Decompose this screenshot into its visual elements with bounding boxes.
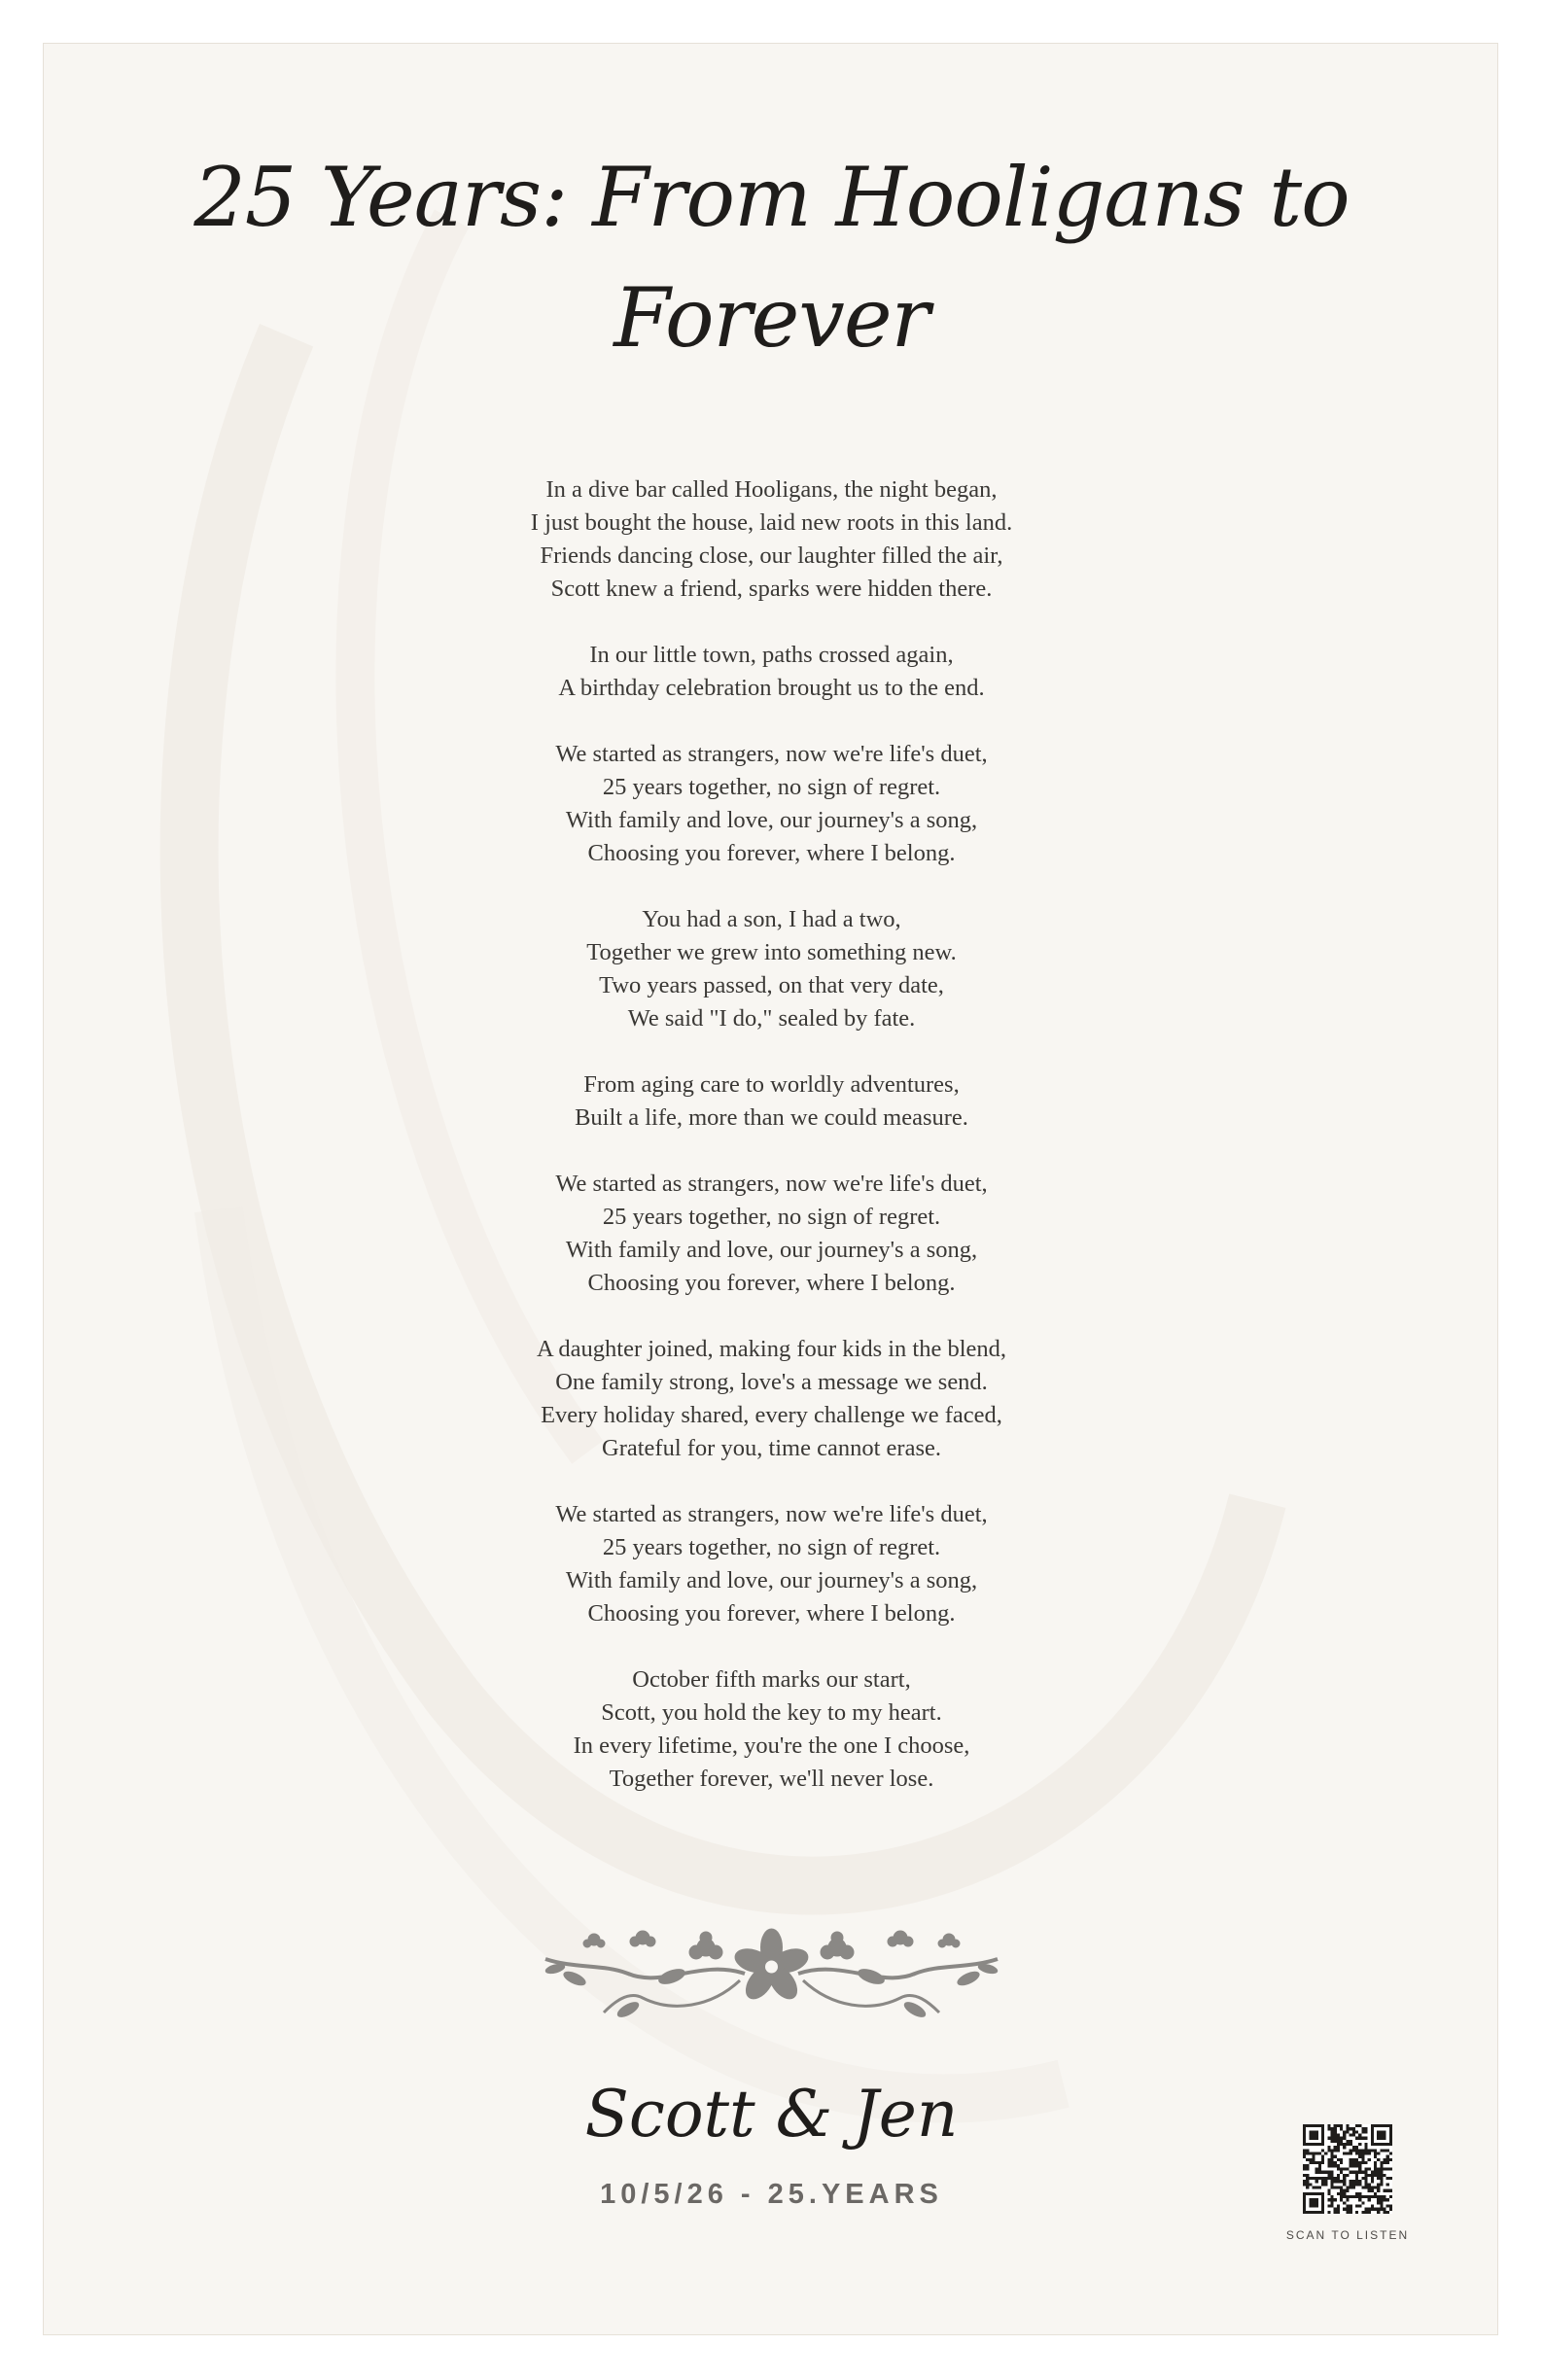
poem-line: Together forever, we'll never lose.: [609, 1766, 934, 1792]
poem-lyrics: [335, 473, 1208, 1829]
qr-code-icon[interactable]: [1303, 2124, 1392, 2214]
poem-line: Built a life, more than we could measure.: [575, 1104, 968, 1131]
poster-page: [43, 43, 1498, 2335]
poem-line: Scott, you hold the key to my heart.: [601, 1699, 942, 1726]
poem-line: In our little town, paths crossed again,: [589, 642, 954, 668]
poem-line: One family strong, love's a message we send.: [555, 1369, 988, 1395]
poem-line: With family and love, our journey's a song,: [565, 1237, 978, 1263]
poem-line: In a dive bar called Hooligans, the night began,: [545, 476, 998, 503]
poem-line: Together we grew into something new.: [586, 939, 957, 965]
stanza: [335, 1333, 1208, 1465]
poem-line: Two years passed, on that very date,: [599, 972, 944, 998]
poem-line: Grateful for you, time cannot erase.: [602, 1435, 941, 1461]
stanza: [335, 1168, 1208, 1300]
stanza: [335, 473, 1208, 606]
poem-line: A daughter joined, making four kids in the blend,: [536, 1336, 1007, 1362]
poem-line: Every holiday shared, every challenge we faced,: [541, 1402, 1002, 1428]
stanza: [335, 1068, 1208, 1135]
anniversary-date: 10/5/26 - 25.YEARS: [600, 2179, 943, 2210]
stanza: [335, 1663, 1208, 1796]
stanza: [335, 903, 1208, 1035]
poem-line: From aging care to worldly adventures,: [583, 1071, 960, 1098]
poem-line: Choosing you forever, where I belong.: [587, 1600, 956, 1627]
poem-line: Choosing you forever, where I belong.: [587, 840, 956, 866]
poem-line: You had a son, I had a two,: [642, 906, 901, 932]
poem-line: We started as strangers, now we're life's duet,: [555, 1501, 988, 1527]
poem-line: 25 years together, no sign of regret.: [602, 1534, 941, 1560]
poem-line: Scott knew a friend, sparks were hidden there.: [550, 576, 993, 602]
poem-line: A birthday celebration brought us to the end.: [558, 675, 985, 701]
poem-line: October fifth marks our start,: [632, 1666, 911, 1693]
poem-line: Choosing you forever, where I belong.: [587, 1270, 956, 1296]
poem-line: I just bought the house, laid new roots in this land.: [530, 509, 1013, 536]
poem-line: We started as strangers, now we're life's duet,: [555, 1171, 988, 1197]
poem-line: We said "I do," sealed by fate.: [627, 1005, 916, 1032]
poem-line: We started as strangers, now we're life's duet,: [555, 741, 988, 767]
poem-line: Friends dancing close, our laughter filled the air,: [540, 542, 1003, 569]
scan-to-listen-label: SCAN TO LISTEN: [1285, 2228, 1410, 2242]
floral-divider-icon: [536, 1920, 1007, 2027]
stanza: [335, 639, 1208, 705]
stanza: [335, 1498, 1208, 1630]
poem-line: 25 years together, no sign of regret.: [602, 774, 941, 800]
poem-line: With family and love, our journey's a song,: [565, 1567, 978, 1593]
poem-line: With family and love, our journey's a song,: [565, 807, 978, 833]
stanza: [335, 738, 1208, 870]
poem-line: In every lifetime, you're the one I choose,: [573, 1732, 970, 1759]
poster-title: 25 Years: From Hooligans to Forever: [193, 150, 1350, 366]
couple-signature: Scott & Jen: [584, 2077, 959, 2152]
poem-line: 25 years together, no sign of regret.: [602, 1204, 941, 1230]
